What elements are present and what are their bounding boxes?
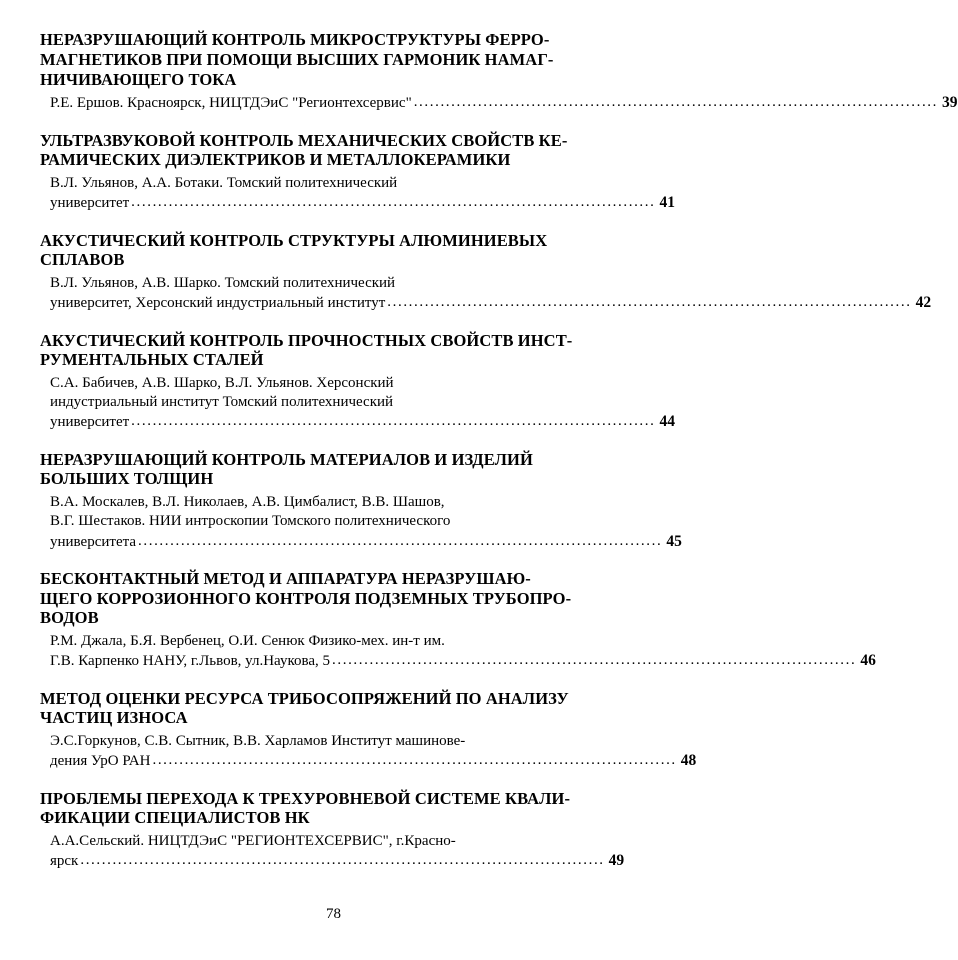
title-line: ПРОБЛЕМЫ ПЕРЕХОДА К ТРЕХУРОВНЕВОЙ СИСТЕМЕ КВАЛИ-: [40, 788, 571, 808]
entry-page-number: 46: [860, 652, 876, 670]
dot-leader: ..................................................................................................: [332, 652, 857, 669]
entry-authors: [40, 632, 876, 671]
toc-entry[interactable]: [40, 688, 697, 772]
toc-entry[interactable]: [40, 330, 675, 433]
author-line: А.А.Сельский. НИЦТДЭиС "РЕГИОНТЕХСЕРВИС", г.Красно-: [50, 833, 456, 850]
entry-last-line: [50, 851, 625, 871]
authors-text: университета: [50, 533, 137, 550]
authors-text: Г.В. Карпенко НАНУ, г.Львов, ул.Наукова, 5: [50, 653, 331, 670]
author-line: С.А. Бабичев, А.В. Шарко, В.Л. Ульянов. Херсонский: [50, 375, 394, 392]
authors-text: университет: [50, 195, 130, 212]
entry-page-number: 48: [680, 752, 697, 770]
entry-page-number: 39: [942, 94, 958, 112]
dot-leader: ..................................................................................................: [138, 532, 663, 549]
title-line: НЕРАЗРУШАЮЩИЙ КОНТРОЛЬ МАТЕРИАЛОВ И ИЗДЕЛИЙ: [40, 449, 533, 469]
title-line: АКУСТИЧЕСКИЙ КОНТРОЛЬ ПРОЧНОСТНЫХ СВОЙСТВ ИНСТ-: [40, 330, 573, 350]
title-line: ЩЕГО КОРРОЗИОННОГО КОНТРОЛЯ ПОДЗЕМНЫХ ТРУБОПРО-: [40, 588, 572, 608]
dot-leader: ..................................................................................................: [152, 752, 677, 769]
toc-entry[interactable]: [40, 130, 675, 214]
title-line: ФИКАЦИИ СПЕЦИАЛИСТОВ НК: [40, 808, 310, 828]
author-line: В.Л. Ульянов, А.В. Шарко. Томский политехнический: [50, 275, 396, 292]
title-line: УЛЬТРАЗВУКОВОЙ КОНТРОЛЬ МЕХАНИЧЕСКИХ СВОЙСТВ КЕ-: [40, 130, 568, 150]
authors-text: ярск: [50, 853, 79, 870]
dot-leader: ..................................................................................................: [131, 194, 656, 211]
entry-last-line: [50, 651, 876, 671]
entry-title: [40, 450, 609, 490]
entry-authors: [40, 274, 932, 313]
entry-title: [40, 789, 609, 829]
authors-text: Р.Е. Ершов. Красноярск, НИЦТДЭиС "Регионтехсервис": [50, 95, 412, 112]
entry-page-number: 42: [915, 294, 932, 312]
title-line: НИЧИВАЮЩЕГО ТОКА: [40, 69, 237, 89]
entry-last-line: [50, 193, 675, 213]
title-line: РАМИЧЕСКИХ ДИЭЛЕКТРИКОВ И МЕТАЛЛОКЕРАМИКИ: [40, 150, 511, 170]
title-line: БЕСКОНТАКТНЫЙ МЕТОД И АППАРАТУРА НЕРАЗРУШАЮ-: [40, 568, 531, 588]
entry-page-number: 41: [659, 194, 675, 212]
entry-authors: [40, 493, 682, 552]
authors-text: университет: [50, 414, 130, 431]
entry-title: [40, 30, 609, 89]
dot-leader: ..................................................................................................: [413, 94, 939, 111]
entry-authors: [40, 374, 675, 433]
entry-last-line: [50, 412, 675, 432]
title-line: СПЛАВОВ: [40, 250, 125, 270]
title-line: МЕТОД ОЦЕНКИ РЕСУРСА ТРИБОСОПРЯЖЕНИЙ ПО АНАЛИЗУ: [40, 688, 569, 708]
author-line: индустриальный институт Томский политехнический: [50, 394, 394, 411]
entry-title: [40, 331, 609, 371]
toc-entry[interactable]: [40, 568, 876, 672]
entry-last-line: [50, 751, 697, 771]
entry-authors: [40, 732, 697, 771]
entry-authors: [40, 174, 675, 213]
title-line: АКУСТИЧЕСКИЙ КОНТРОЛЬ СТРУКТУРЫ АЛЮМИНИЕВЫХ: [40, 230, 548, 250]
entry-page-number: 45: [666, 532, 682, 550]
title-line: НЕРАЗРУШАЮЩИЙ КОНТРОЛЬ МИКРОСТРУКТУРЫ ФЕРРО-: [40, 30, 550, 49]
entry-title: [40, 569, 609, 628]
entry-title: [40, 131, 609, 171]
dot-leader: ..................................................................................................: [80, 852, 605, 869]
title-line: РУМЕНТАЛЬНЫХ СТАЛЕЙ: [40, 350, 264, 370]
dot-leader: ..................................................................................................: [387, 294, 912, 311]
entry-last-line: [50, 93, 958, 113]
entry-page-number: 49: [608, 852, 625, 870]
author-line: В.Л. Ульянов, А.А. Ботаки. Томский политехнический: [50, 175, 398, 192]
title-line: МАГНЕТИКОВ ПРИ ПОМОЩИ ВЫСШИХ ГАРМОНИК НАМАГ-: [40, 49, 554, 69]
dot-leader: ..................................................................................................: [131, 413, 656, 430]
entry-authors: [40, 832, 625, 871]
entry-title: [40, 689, 609, 729]
toc-entry[interactable]: [40, 30, 958, 114]
entry-title: [40, 231, 609, 271]
author-line: Р.М. Джала, Б.Я. Вербенец, О.И. Сенюк Физико-мех. ин-т им.: [50, 633, 445, 650]
author-line: Э.С.Горкунов, С.В. Сытник, В.В. Харламов Институт машинове-: [50, 733, 466, 750]
toc-list: [40, 30, 958, 872]
title-line: ВОДОВ: [40, 608, 99, 628]
toc-entry[interactable]: [40, 788, 625, 872]
toc-entry[interactable]: [40, 449, 682, 552]
entry-authors: [40, 93, 958, 113]
authors-text: дения УрО РАН: [50, 753, 151, 770]
author-line: В.Г. Шестаков. НИИ интроскопии Томского политехнического: [50, 513, 451, 530]
title-line: БОЛЬШИХ ТОЛЩИН: [40, 469, 214, 489]
authors-text: университет, Херсонский индустриальный институт: [50, 295, 386, 312]
entry-page-number: 44: [659, 413, 675, 431]
toc-entry[interactable]: [40, 230, 932, 314]
page-folio: 78: [326, 906, 341, 922]
entry-last-line: [50, 532, 682, 552]
entry-last-line: [50, 293, 932, 313]
title-line: ЧАСТИЦ ИЗНОСА: [40, 708, 188, 728]
author-line: В.А. Москалев, В.Л. Николаев, А.В. Цимбалист, В.В. Шашов,: [50, 494, 445, 511]
